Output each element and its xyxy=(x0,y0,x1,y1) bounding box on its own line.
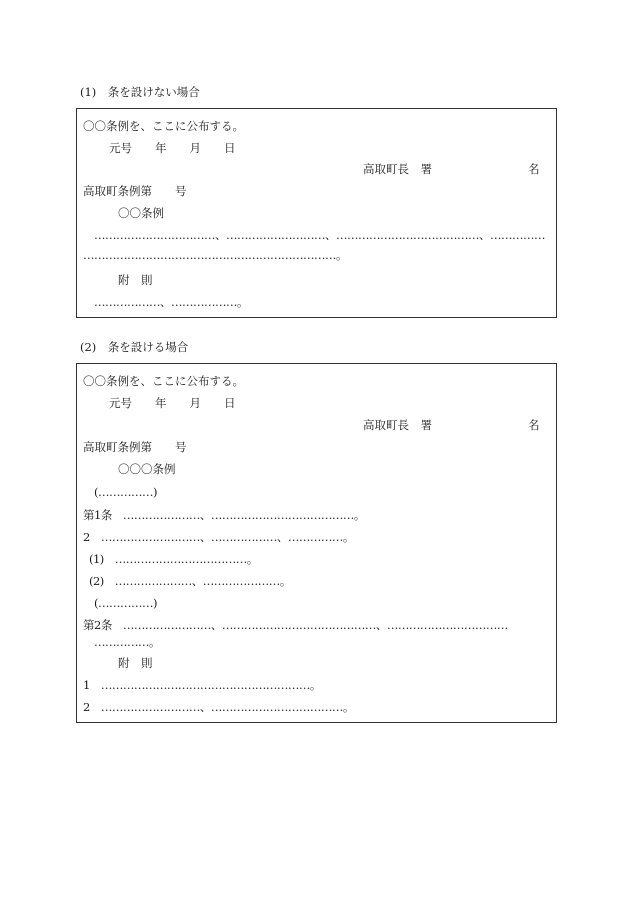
signer-title: 高取町長 署 xyxy=(363,418,432,432)
paragraph-2: 2 ………………………、………………、……………。 xyxy=(83,530,354,544)
section1-heading: (1) 条を設けない場合 xyxy=(80,85,200,99)
date-line: 元号 年 月 日 xyxy=(109,141,236,155)
ordinance-number: 高取町条例第 号 xyxy=(83,440,187,454)
article-1: 第1条 …………………、…………………………………。 xyxy=(83,508,365,522)
supplementary-heading: 附 則 xyxy=(118,273,153,287)
section2-box xyxy=(76,363,557,723)
date-line: 元号 年 月 日 xyxy=(109,396,236,410)
ordinance-number: 高取町条例第 号 xyxy=(83,184,187,198)
supplementary-1: 1 …………………………………………………。 xyxy=(83,678,321,692)
article-caption: (……………) xyxy=(94,596,157,610)
section1-box xyxy=(76,108,557,318)
item-2: (2) …………………、…………………。 xyxy=(89,574,291,588)
supplementary-2: 2 ………………………、………………………………。 xyxy=(83,700,354,714)
supplementary-heading: 附 則 xyxy=(118,656,153,670)
promulgation-text: 〇〇条例を、ここに公布する。 xyxy=(83,374,244,388)
article-2-continued: ……………。 xyxy=(94,635,160,649)
body-line: ……………………………、………………………、…………………………………、…………… xyxy=(94,228,545,242)
ordinance-title: 〇〇条例 xyxy=(118,206,164,220)
ordinance-title: 〇〇〇条例 xyxy=(118,462,176,476)
signer-title: 高取町長 署 xyxy=(363,162,432,176)
signer-name: 名 xyxy=(528,418,540,432)
article-caption: (……………) xyxy=(94,485,157,499)
item-1: (1) ………………………………。 xyxy=(89,552,258,566)
body-line: ……………………………………………………………。 xyxy=(83,248,347,262)
supplementary-text: ………………、………………。 xyxy=(94,295,248,309)
article-2: 第2条 ……………………、……………………………………、…………………………… xyxy=(83,618,508,632)
signer-name: 名 xyxy=(528,162,540,176)
promulgation-text: 〇〇条例を、ここに公布する。 xyxy=(83,119,244,133)
section2-heading: (2) 条を設ける場合 xyxy=(80,340,189,354)
